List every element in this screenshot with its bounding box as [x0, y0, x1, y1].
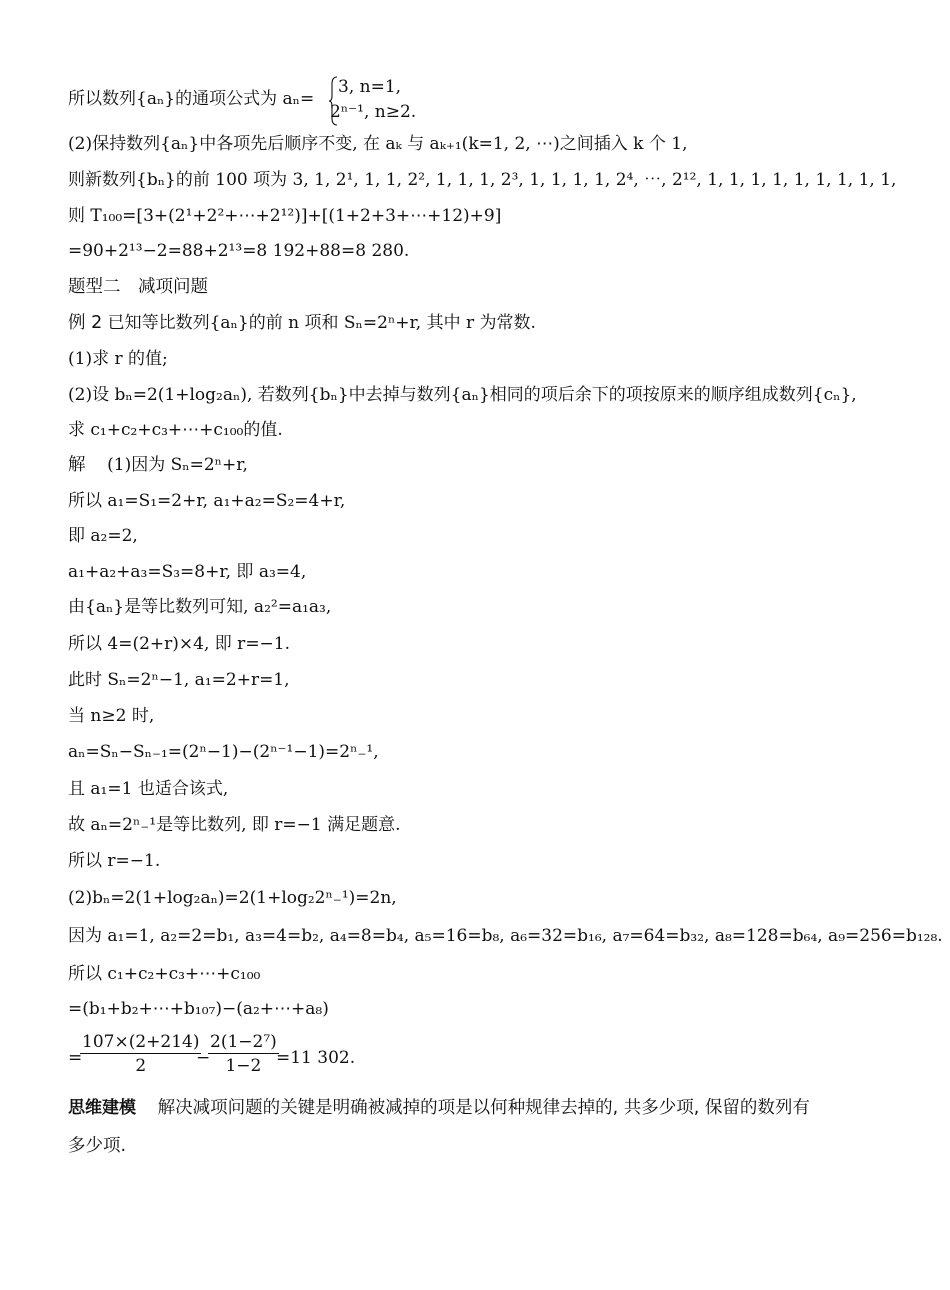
solution-text: (1)因为 Sₙ=2ⁿ+r, — [107, 455, 248, 475]
question-2-continued: 求 c₁+c₂+c₃+⋯+c₁₀₀的值. — [68, 420, 283, 440]
fraction-1 — [80, 1032, 201, 1076]
fraction-result: =11 302. — [276, 1048, 356, 1068]
text-line: =90+2¹³−2=88+2¹³=8 192+88=8 280. — [68, 241, 410, 261]
fraction-2-numerator: 2(1−2⁷) — [210, 1032, 277, 1052]
solution-line: 由{aₙ}是等比数列可知, a₂²=a₁a₃, — [68, 597, 332, 617]
solution-line: 当 n≥2 时, — [68, 706, 155, 726]
solution-line: 且 a₁=1 也适合该式, — [68, 779, 229, 799]
solution-line: a₁+a₂+a₃=S₃=8+r, 即 a₃=4, — [68, 562, 307, 582]
solution-line: 故 aₙ=2ⁿ₋¹是等比数列, 即 r=−1 满足题意. — [68, 815, 401, 835]
piecewise-label: 所以数列{aₙ}的通项公式为 aₙ= — [68, 89, 315, 109]
tip-label: 思维建模 — [68, 1098, 136, 1118]
solution-line: aₙ=Sₙ−Sₙ₋₁=(2ⁿ−1)−(2ⁿ⁻¹−1)=2ⁿ₋¹, — [68, 742, 379, 762]
solution-line: 此时 Sₙ=2ⁿ−1, a₁=2+r=1, — [68, 670, 290, 690]
section-heading: 题型二 减项问题 — [68, 277, 208, 297]
text-line: (2)保持数列{aₙ}中各项先后顺序不变, 在 aₖ 与 aₖ₊₁(k=1, 2, ⋯)之间插入 k 个 1, — [68, 134, 688, 154]
fraction-2-denominator: 1−2 — [225, 1056, 262, 1076]
fraction-expression — [68, 1032, 568, 1088]
equals-sign: = — [68, 1048, 83, 1068]
text-line: 则新数列{bₙ}的前 100 项为 3, 1, 2¹, 1, 1, 2², 1, 1, 1, 2³, 1, 1, 1, 1, 2⁴, ⋯, 2¹², 1, 1, 1, 1, 1, 1, 1, 1, 1, — [68, 170, 897, 190]
example-label: 例 2 — [68, 313, 103, 333]
fraction-1-numerator: 107×(2+214) — [82, 1032, 200, 1052]
solution-line: (2)bₙ=2(1+log₂aₙ)=2(1+log₂2ⁿ₋¹)=2n, — [68, 888, 397, 908]
solution-line: 所以 a₁=S₁=2+r, a₁+a₂=S₂=4+r, — [68, 491, 346, 511]
solution-label: 解 — [68, 455, 86, 475]
tip-text-continued: 多少项. — [68, 1136, 127, 1156]
solution-line: 所以 4=(2+r)×4, 即 r=−1. — [68, 634, 291, 654]
question-2: (2)设 bₙ=2(1+log₂aₙ), 若数列{bₙ}中去掉与数列{aₙ}相同的项后余下的项按原来的顺序组成数列{cₙ}, — [68, 385, 857, 405]
fraction-2 — [208, 1032, 279, 1076]
solution-line: 所以 c₁+c₂+c₃+⋯+c₁₀₀ — [68, 964, 261, 984]
solution-line: 因为 a₁=1, a₂=2=b₁, a₃=4=b₂, a₄=8=b₄, a₅=16=b₈, a₆=32=b₁₆, a₇=64=b₃₂, a₈=128=b₆₄, a₉=256=b₁₂₈. — [68, 926, 943, 946]
tip-text: 解决减项问题的关键是明确被减掉的项是以何种规律去掉的, 共多少项, 保留的数列有 — [157, 1098, 810, 1118]
minus-sign: − — [196, 1048, 211, 1068]
solution-start — [68, 453, 248, 477]
example-statement — [68, 311, 536, 335]
text-line: 则 T₁₀₀=[3+(2¹+2²+⋯+2¹²)]+[(1+2+3+⋯+12)+9] — [68, 206, 502, 226]
solution-line: =(b₁+b₂+⋯+b₁₀₇)−(a₂+⋯+a₈) — [68, 999, 329, 1019]
piecewise-case-1: 3, n=1, — [338, 77, 402, 97]
solution-line: 所以 r=−1. — [68, 851, 161, 871]
modeling-tip — [68, 1096, 810, 1120]
example-text: 已知等比数列{aₙ}的前 n 项和 Sₙ=2ⁿ+r, 其中 r 为常数. — [107, 313, 536, 333]
piecewise-case-2: 2ⁿ⁻¹, n≥2. — [330, 102, 417, 122]
solution-line: 即 a₂=2, — [68, 526, 138, 546]
question-1: (1)求 r 的值; — [68, 349, 168, 369]
fraction-1-denominator: 2 — [135, 1056, 147, 1076]
